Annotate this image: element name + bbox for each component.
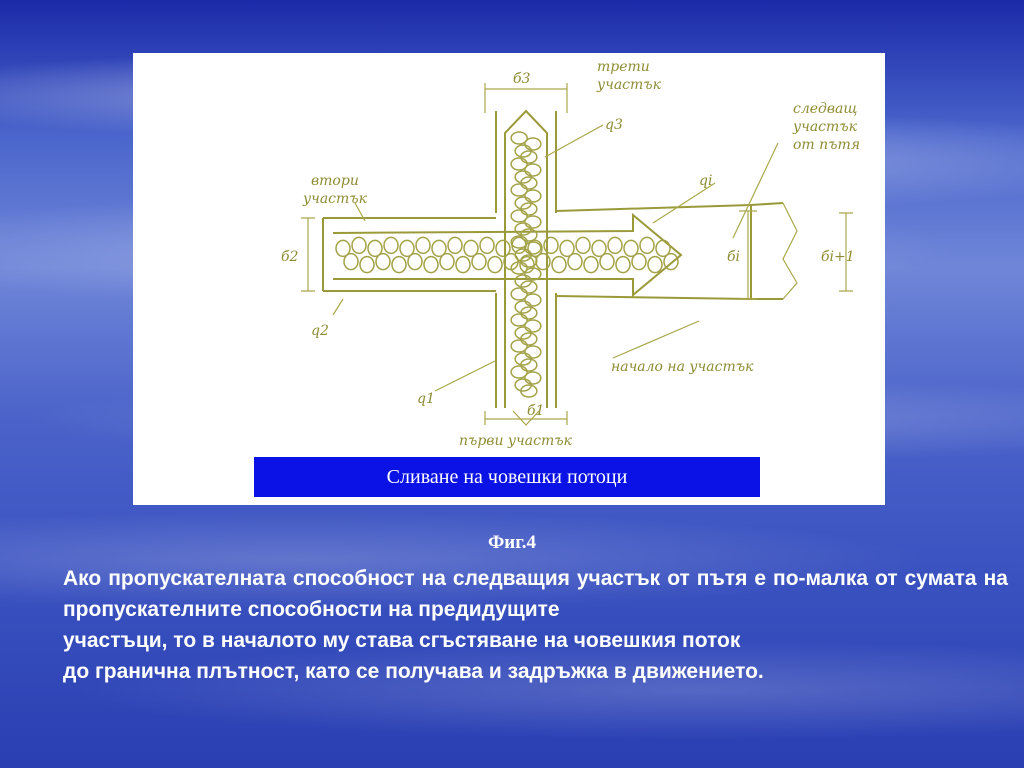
person-oval	[616, 257, 630, 273]
person-oval	[525, 138, 541, 150]
person-oval	[664, 254, 678, 270]
person-oval	[648, 257, 662, 273]
person-oval	[392, 257, 406, 273]
person-oval	[512, 237, 526, 253]
person-oval	[525, 216, 541, 228]
person-oval	[416, 237, 430, 253]
person-oval	[525, 320, 541, 332]
label-b3: б3	[513, 71, 531, 87]
label-next-3: от пътя	[793, 137, 861, 153]
label-start: начало на участък	[611, 359, 754, 375]
person-oval	[360, 257, 374, 273]
person-oval	[552, 257, 566, 273]
people-ovals	[336, 132, 678, 397]
figure-number: Фиг.4	[487, 532, 536, 553]
figure-caption: Сливане на човешки потоци	[254, 457, 760, 497]
flow-merge-diagram	[133, 53, 885, 505]
diagram-labels	[281, 59, 860, 449]
label-first: първи участък	[459, 433, 572, 449]
person-oval	[472, 254, 486, 270]
person-oval	[525, 190, 541, 202]
label-q3: q3	[605, 117, 623, 133]
person-oval	[584, 257, 598, 273]
label-third-2: участък	[597, 77, 661, 93]
label-q2: q2	[311, 323, 329, 339]
body-text	[63, 563, 1008, 687]
person-oval	[525, 294, 541, 306]
person-oval	[640, 237, 654, 253]
person-oval	[424, 257, 438, 273]
label-next-2: участък	[793, 119, 857, 135]
person-oval	[352, 237, 366, 253]
person-oval	[600, 254, 614, 270]
person-oval	[384, 237, 398, 253]
person-oval	[448, 237, 462, 253]
label-second-1: втори	[311, 173, 359, 189]
person-oval	[608, 237, 622, 253]
person-oval	[480, 237, 494, 253]
person-oval	[344, 254, 358, 270]
person-oval	[576, 237, 590, 253]
label-second-2: участък	[303, 191, 367, 207]
label-next-1: следващ	[793, 101, 858, 117]
person-oval	[440, 254, 454, 270]
diagram-figure	[133, 53, 885, 505]
paragraph-1: Ако пропускателната способност на следващия участък от пътя е по-малка от сумата на пропускателните способности на предидущите	[63, 567, 1008, 621]
person-oval	[376, 254, 390, 270]
person-oval	[525, 242, 541, 254]
label-third-1: трети	[597, 59, 650, 75]
paragraph-2: участъци, то в началото му става сгъстяване на човешкия поток	[63, 629, 741, 652]
label-b2: б2	[281, 249, 299, 265]
person-oval	[525, 372, 541, 384]
person-oval	[488, 257, 502, 273]
person-oval	[568, 254, 582, 270]
label-q1: q1	[417, 391, 435, 407]
label-bi1: бi+1	[821, 249, 855, 265]
person-oval	[525, 164, 541, 176]
person-oval	[632, 254, 646, 270]
person-oval	[456, 257, 470, 273]
person-oval	[525, 346, 541, 358]
label-bi: бi	[727, 249, 741, 265]
label-qi: qi	[699, 173, 713, 189]
paragraph-3: до гранична плътност, като се получава и задръжка в движението.	[63, 660, 764, 683]
person-oval	[408, 254, 422, 270]
label-b1: б1	[527, 403, 545, 419]
